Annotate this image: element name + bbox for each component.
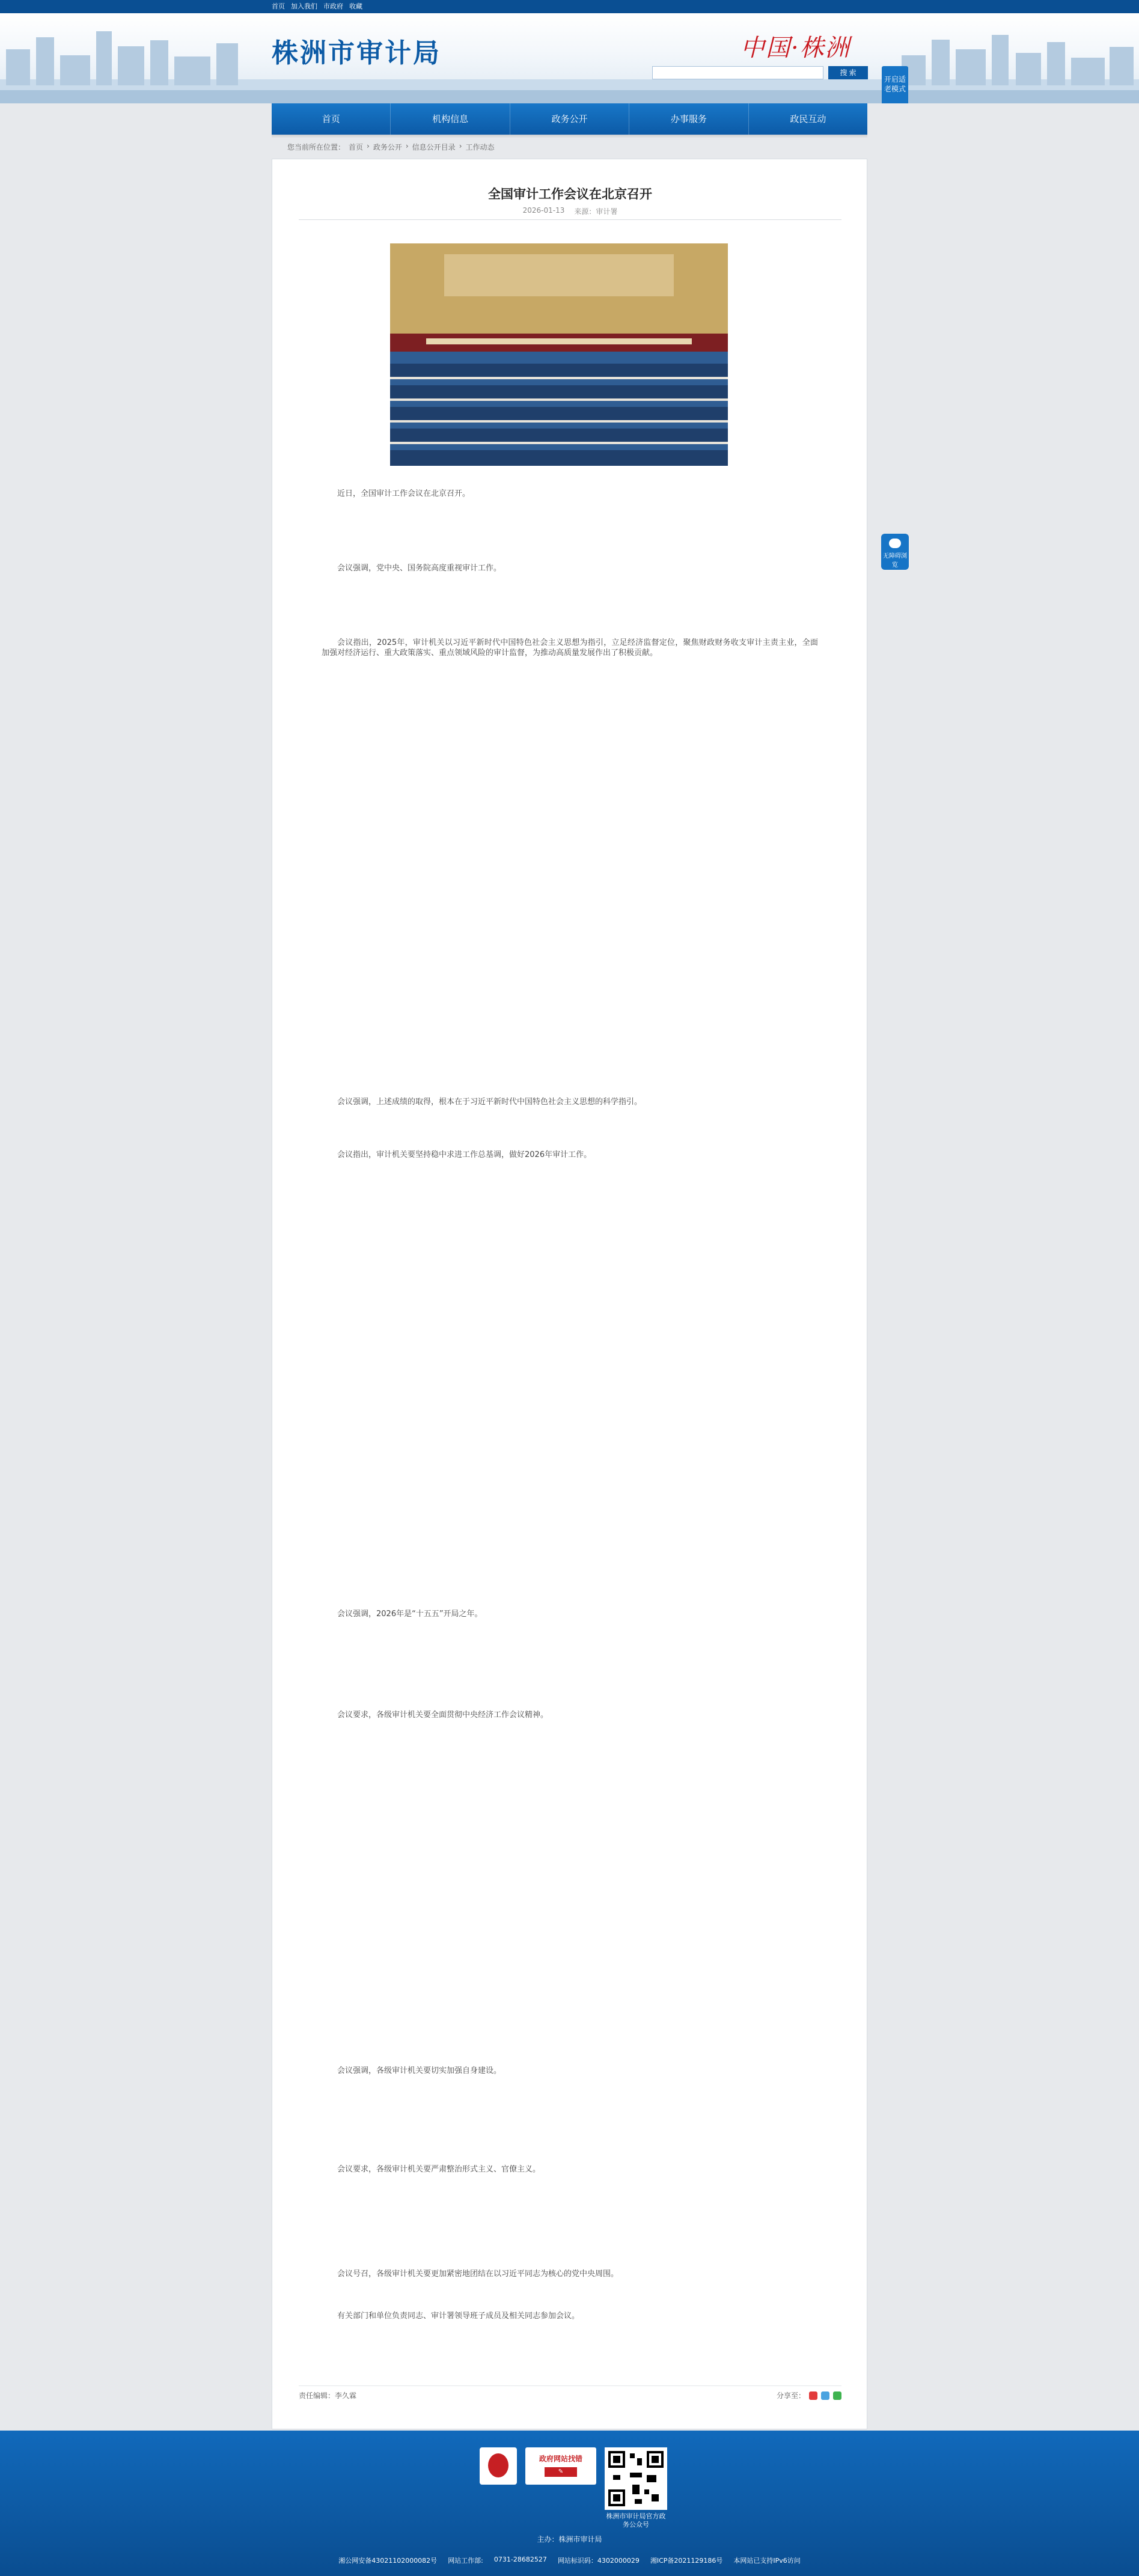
search-button[interactable]: 搜 索 bbox=[828, 66, 868, 79]
article-divider bbox=[299, 219, 841, 220]
article-editor bbox=[299, 2390, 356, 2401]
top-link-favorite[interactable]: 收藏 bbox=[349, 2, 362, 10]
top-links bbox=[272, 2, 362, 11]
breadcrumb-sep: › bbox=[459, 142, 462, 150]
share-bar bbox=[777, 2390, 841, 2401]
article-date: 2026-01-13 bbox=[522, 206, 565, 215]
article-paragraph: 会议强调，2026年是“十五五”开局之年。 bbox=[337, 1610, 483, 1619]
footer-host: 主办：株洲市审计局 bbox=[537, 2535, 602, 2544]
city-calligraphy-logo: 中国·株洲 bbox=[741, 34, 850, 62]
error-report-text: 政府网站找错 bbox=[539, 2455, 582, 2463]
nav-item-gov-affairs[interactable]: 政务公开 bbox=[510, 103, 629, 135]
article-footer-row bbox=[299, 2385, 841, 2405]
qr-caption: 株洲市审计局官方政务公众号 bbox=[606, 2512, 666, 2529]
article-paragraph: 有关部门和单位负责同志、审计署领导班子成员及相关同志参加会议。 bbox=[337, 2312, 580, 2321]
article-paragraph: 近日，全国审计工作会议在北京召开。 bbox=[337, 489, 471, 498]
accessibility-button[interactable] bbox=[881, 534, 909, 570]
site-footer bbox=[0, 2431, 1139, 2576]
footer-site-code: 网站标识码：4302000029 bbox=[557, 2557, 640, 2565]
article-meta bbox=[272, 206, 868, 216]
main-nav bbox=[272, 103, 867, 135]
qr-code bbox=[605, 2447, 667, 2510]
article-paragraph: 会议强调，上述成绩的取得，根本在于习近平新时代中国特色社会主义思想的科学指引。 bbox=[337, 1097, 643, 1106]
top-link-city-gov[interactable]: 市政府 bbox=[323, 2, 343, 10]
site-title[interactable]: 株洲市审计局 bbox=[272, 38, 441, 69]
article-paragraph: 会议指出，2025年，审计机关以习近平新时代中国特色社会主义思想为指引，立足经济监督定位，聚焦财政财务收支审计主责主业，全面加强对经济运行、重大政策落实、重点领域风险的审计监督，为推动高质量发展作出了积极贡献。 bbox=[322, 638, 818, 658]
footer-office-label: 网站工作部: bbox=[448, 2557, 483, 2565]
nav-item-services[interactable]: 办事服务 bbox=[629, 103, 748, 135]
qzone-icon[interactable] bbox=[821, 2391, 829, 2400]
breadcrumb-sep: › bbox=[405, 142, 409, 150]
breadcrumb bbox=[287, 142, 495, 152]
editor-name: 李久霖 bbox=[335, 2391, 357, 2400]
top-link-home[interactable]: 首页 bbox=[272, 2, 285, 10]
nav-item-org-info[interactable]: 机构信息 bbox=[391, 103, 510, 135]
article-source: 来源：审计署 bbox=[574, 207, 618, 216]
share-label: 分享至： bbox=[776, 2391, 805, 2400]
footer-police-record[interactable]: 湘公网安备43021102000082号 bbox=[338, 2557, 438, 2565]
top-utility-bar bbox=[0, 0, 1139, 13]
chat-icon bbox=[889, 539, 901, 548]
article-paragraph: 会议号召，各级审计机关要更加紧密地团结在以习近平同志为核心的党中央周围。 bbox=[337, 2269, 619, 2278]
city-skyline-banner bbox=[0, 13, 1139, 103]
breadcrumb-catalog[interactable]: 信息公开目录 bbox=[412, 143, 456, 151]
article-paragraph: 会议指出，审计机关要坚持稳中求进工作总基调，做好2026年审计工作。 bbox=[337, 1150, 592, 1159]
footer-info bbox=[0, 2556, 1139, 2565]
nav-item-home[interactable]: 首页 bbox=[272, 103, 391, 135]
site-header bbox=[0, 13, 1139, 103]
nav-shadow bbox=[272, 135, 867, 138]
party-gov-emblem-icon[interactable] bbox=[480, 2447, 517, 2485]
elderly-mode-toggle[interactable]: 开启适老模式 bbox=[882, 66, 908, 129]
footer-phone: 0731-28682527 bbox=[493, 2556, 547, 2563]
nav-item-interaction[interactable]: 政民互动 bbox=[790, 114, 826, 124]
qr-block bbox=[605, 2447, 667, 2529]
footer-ipv6: 本网站已支持IPv6访问 bbox=[733, 2557, 801, 2565]
article-paragraph: 会议强调，党中央、国务院高度重视审计工作。 bbox=[337, 564, 502, 573]
footer-badges bbox=[480, 2447, 667, 2529]
article-paragraph: 会议强调，各级审计机关要切实加强自身建设。 bbox=[337, 2066, 502, 2075]
error-report-icon: ✎ bbox=[545, 2467, 577, 2477]
article-title: 全国审计工作会议在北京召开 bbox=[488, 187, 652, 201]
breadcrumb-current[interactable]: 工作动态 bbox=[465, 143, 495, 151]
conference-photo bbox=[390, 243, 728, 466]
search-input[interactable] bbox=[652, 66, 823, 79]
site-error-report-badge[interactable] bbox=[525, 2447, 596, 2485]
editor-label: 责任编辑： bbox=[299, 2391, 335, 2400]
wechat-icon[interactable] bbox=[833, 2391, 841, 2400]
top-link-join[interactable]: 加入我们 bbox=[291, 2, 317, 10]
weibo-icon[interactable] bbox=[809, 2391, 817, 2400]
article-card bbox=[272, 159, 867, 2429]
breadcrumb-home[interactable]: 首页 bbox=[349, 143, 364, 151]
article-paragraph: 会议要求，各级审计机关要严肃整治形式主义、官僚主义。 bbox=[337, 2165, 541, 2174]
breadcrumb-sep: › bbox=[367, 142, 370, 150]
breadcrumb-gov-affairs[interactable]: 政务公开 bbox=[373, 143, 402, 151]
breadcrumb-prefix: 您当前所在位置： bbox=[287, 143, 346, 151]
accessibility-label: 无障碍浏览 bbox=[883, 553, 907, 569]
main-nav-band bbox=[0, 103, 1139, 135]
article-paragraph: 会议要求，各级审计机关要全面贯彻中央经济工作会议精神。 bbox=[337, 1711, 549, 1720]
footer-icp[interactable]: 湘ICP备2021129186号 bbox=[650, 2557, 723, 2565]
